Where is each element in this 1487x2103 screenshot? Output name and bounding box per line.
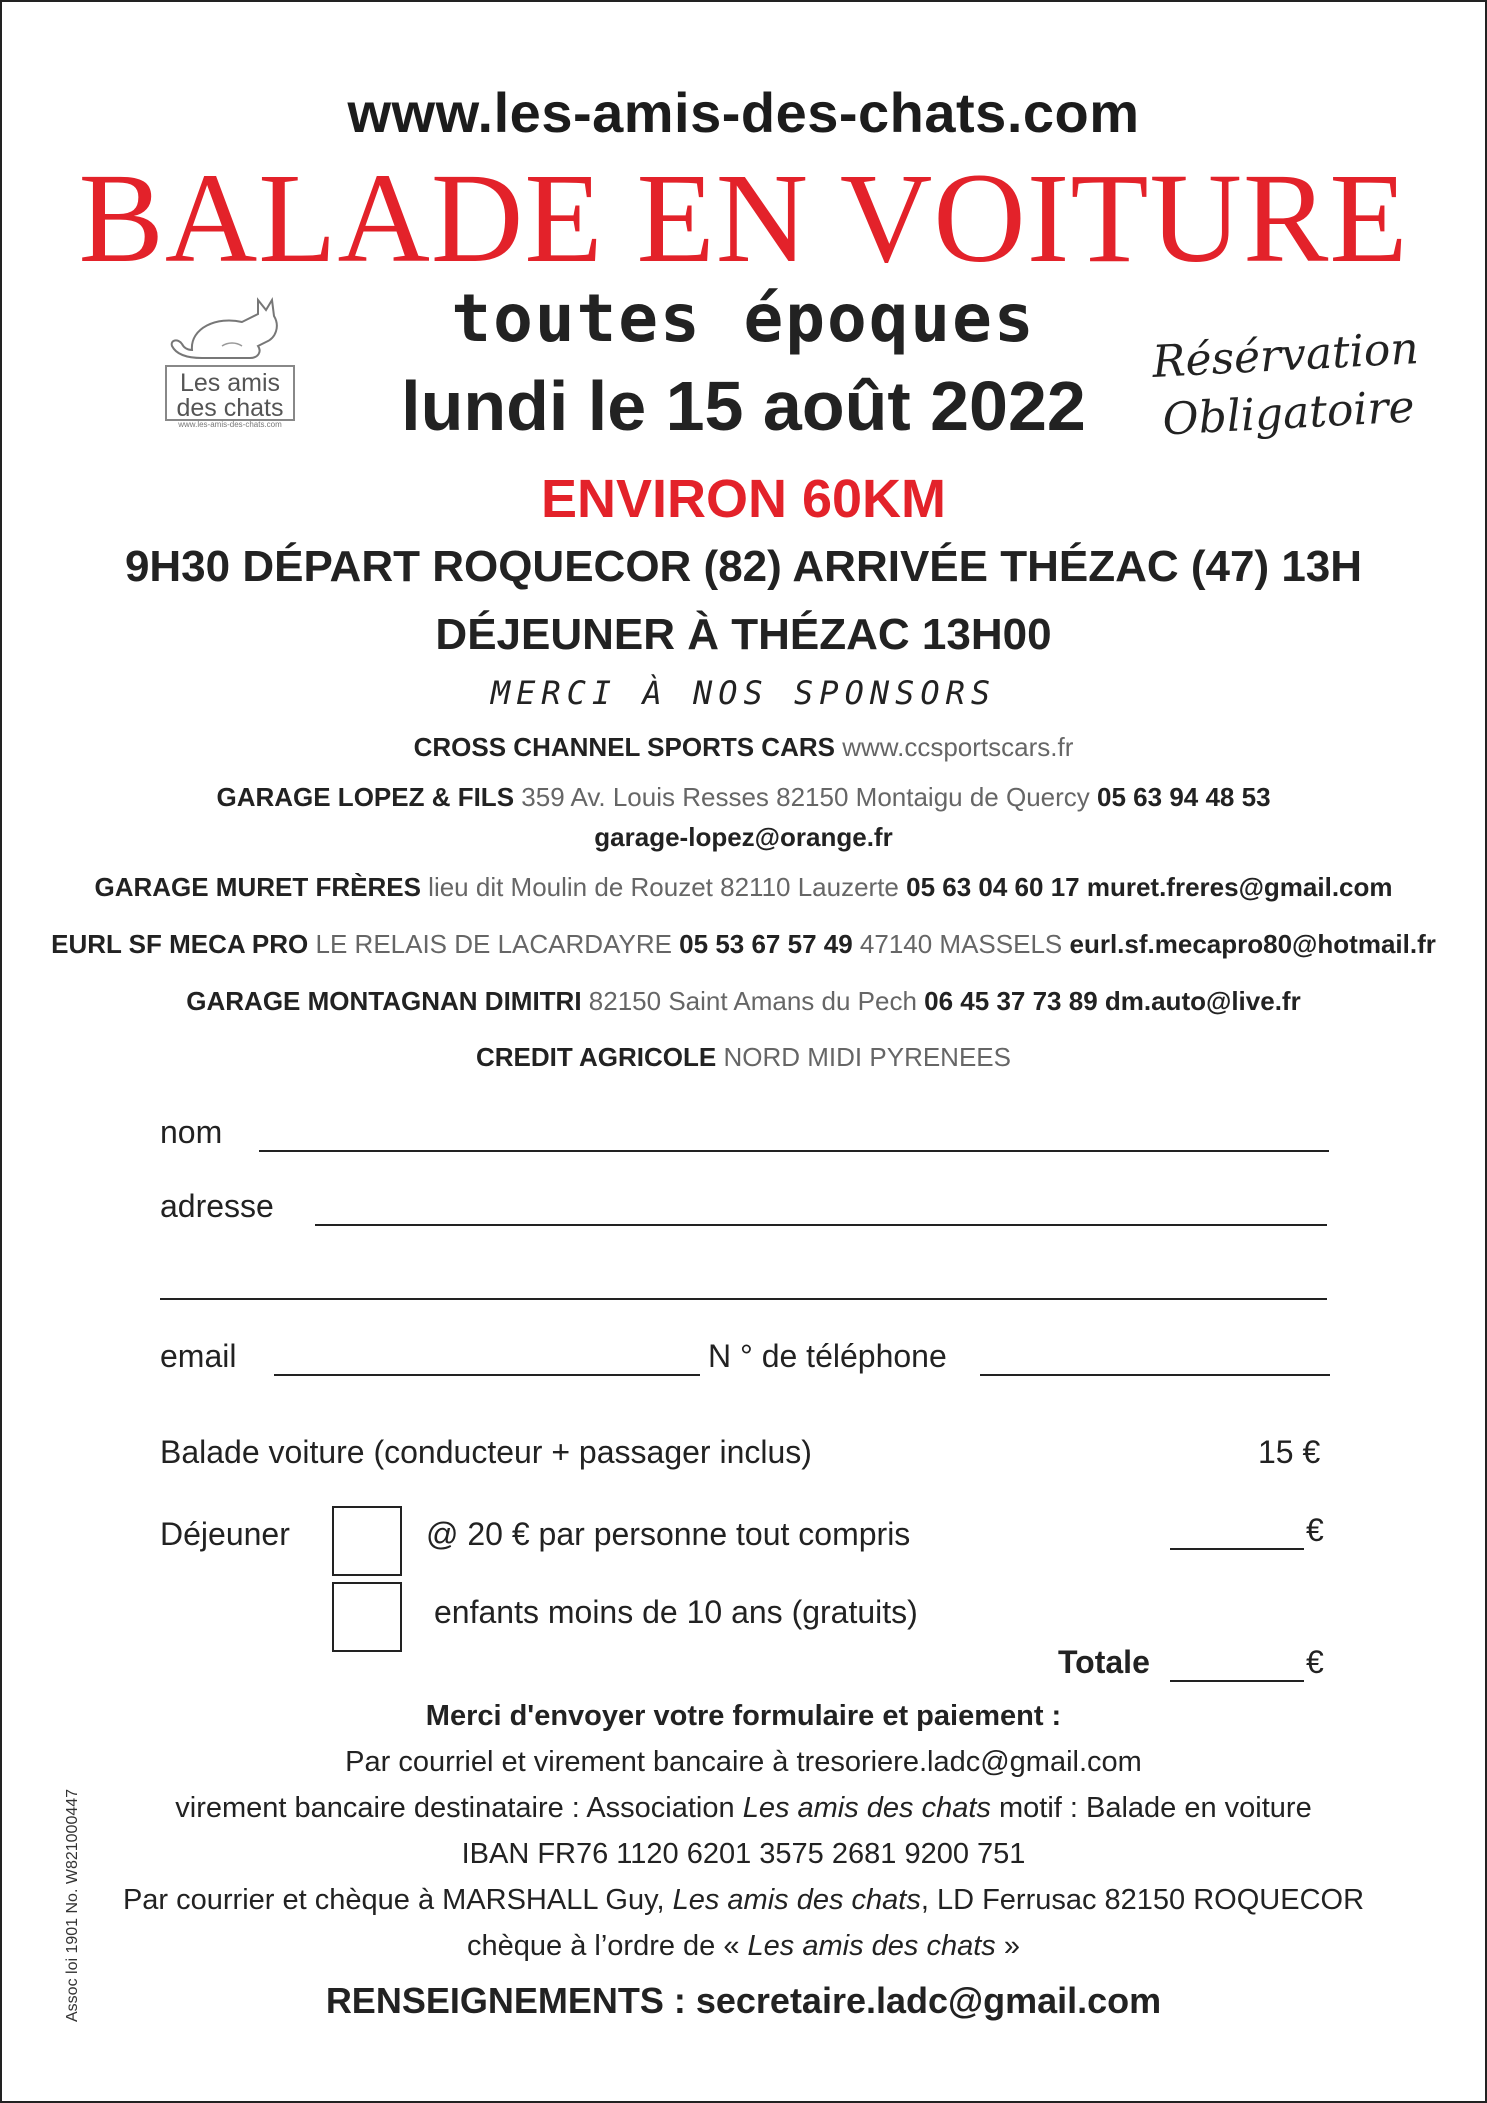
enfants-option: enfants moins de 10 ans (gratuits): [434, 1594, 918, 1630]
sponsor-contact: eurl.sf.mecapro80@hotmail.fr: [1069, 929, 1436, 959]
sponsor-detail: 82150 Saint Amans du Pech: [588, 986, 917, 1016]
dejeuner-label: Déjeuner: [160, 1516, 290, 1552]
event-route: 9H30 DÉPART ROQUECOR (82) ARRIVÉE THÉZAC (47) 13H: [124, 542, 1363, 591]
sponsor-name: EURL SF MECA PRO: [51, 929, 309, 959]
email-field[interactable]: [274, 1374, 700, 1376]
adresse-field-line2[interactable]: [160, 1298, 1327, 1300]
payment-mail-a: Par courrier et chèque à MARSHALL Guy,: [122, 1884, 673, 1916]
sponsor-row: [2, 822, 1485, 853]
sponsor-name: GARAGE MURET FRÈRES: [94, 872, 421, 902]
telephone-field[interactable]: [980, 1374, 1330, 1376]
dejeuner-amount-field[interactable]: [1170, 1548, 1304, 1550]
association-number: Assoc loi 1901 No. W821000447: [64, 1788, 81, 2022]
dejeuner-option: @ 20 € par personne tout compris: [426, 1516, 911, 1552]
sponsor-name: GARAGE MONTAGNAN DIMITRI: [186, 986, 582, 1016]
payment-mail: [2, 1884, 1485, 1917]
sponsor-contact: 05 63 04 60 17 muret.freres@gmail.com: [906, 872, 1393, 902]
balade-price: 15 €: [1258, 1434, 1321, 1470]
event-subtitle: toutes époques: [451, 280, 1036, 357]
payment-cheque-c: »: [995, 1930, 1020, 1962]
sponsor-name: GARAGE LOPEZ & FILS: [216, 782, 515, 812]
payment-transfer-a: virement bancaire destinataire : Association: [175, 1792, 743, 1824]
sponsor-row: [2, 872, 1485, 903]
payment-mail-c: , LD Ferrusac 82150 ROQUECOR: [920, 1884, 1365, 1916]
sponsor-detail: 359 Av. Louis Resses 82150 Montaigu de Quercy: [521, 782, 1090, 812]
sponsor-detail: NORD MIDI PYRENEES: [723, 1042, 1011, 1072]
dejeuner-euro: €: [1306, 1512, 1324, 1548]
adresse-field[interactable]: [315, 1224, 1327, 1226]
payment-iban: IBAN FR76 1120 6201 3575 2681 9200 751: [461, 1838, 1026, 1870]
nom-field[interactable]: [259, 1150, 1329, 1152]
sponsor-detail: LE RELAIS DE LACARDAYRE: [315, 929, 672, 959]
logo-line2: des chats: [176, 394, 284, 422]
sponsor-row: [2, 1042, 1485, 1073]
event-date: lundi le 15 août 2022: [401, 367, 1086, 445]
sponsor-contact: 06 45 37 73 89 dm.auto@live.fr: [924, 986, 1301, 1016]
payment-transfer-b: Les amis des chats: [742, 1792, 991, 1824]
sponsor-row: [2, 986, 1485, 1017]
totale-field[interactable]: [1170, 1680, 1304, 1682]
payment-transfer-c: motif : Balade en voiture: [990, 1792, 1312, 1824]
payment-transfer: [2, 1792, 1485, 1825]
event-title: BALADE EN VOITURE: [78, 147, 1409, 289]
sponsor-contact: 05 63 94 48 53: [1097, 782, 1271, 812]
event-lunch: DÉJEUNER À THÉZAC 13H00: [435, 610, 1052, 659]
sponsor-row: [2, 732, 1485, 763]
payment-email: Par courriel et virement bancaire à tresoriere.ladc@gmail.com: [345, 1746, 1142, 1778]
sponsor-contact: garage-lopez@orange.fr: [594, 822, 893, 852]
reservation-line1: Résérvation: [1151, 323, 1420, 388]
payment-intro: Merci d'envoyer votre formulaire et paiement :: [425, 1700, 1062, 1732]
sponsor-row: [2, 782, 1485, 813]
dejeuner-checkbox[interactable]: [332, 1506, 402, 1576]
payment-cheque-a: chèque à l’ordre de «: [467, 1930, 748, 1962]
sponsor-detail: 47140 MASSELS: [859, 929, 1063, 959]
telephone-label: N ° de téléphone: [708, 1338, 947, 1374]
totale-label: Totale: [1058, 1644, 1150, 1680]
payment-cheque: [2, 1930, 1485, 1963]
sponsor-detail: lieu dit Moulin de Rouzet 82110 Lauzerte: [428, 872, 899, 902]
sponsor-row: [2, 929, 1485, 960]
reservation-note: [1149, 320, 1425, 450]
sponsor-name: CROSS CHANNEL SPORTS CARS: [413, 732, 835, 762]
totale-euro: €: [1306, 1644, 1324, 1680]
payment-cheque-b: Les amis des chats: [747, 1930, 996, 1962]
sponsor-detail: www.ccsportscars.fr: [842, 732, 1074, 762]
reservation-line2: Obligatoire: [1161, 381, 1416, 446]
enfants-checkbox[interactable]: [332, 1582, 402, 1652]
sponsor-name: CREDIT AGRICOLE: [476, 1042, 717, 1072]
adresse-label: adresse: [160, 1188, 274, 1224]
event-distance: ENVIRON 60KM: [540, 469, 947, 529]
logo-url: www.les-amis-des-chats.com: [178, 420, 282, 428]
website-url: www.les-amis-des-chats.com: [347, 81, 1140, 144]
info-contact: RENSEIGNEMENTS : secretaire.ladc@gmail.com: [325, 1980, 1162, 2021]
email-label: email: [160, 1338, 237, 1374]
nom-label: nom: [160, 1114, 223, 1150]
logo-line1: Les amis: [179, 369, 281, 397]
sponsor-contact: 05 53 67 57 49: [679, 929, 853, 959]
sponsors-heading: MERCI À NOS SPONSORS: [490, 674, 997, 712]
balade-label: Balade voiture (conducteur + passager inclus): [160, 1434, 812, 1470]
payment-mail-b: Les amis des chats: [672, 1884, 921, 1916]
